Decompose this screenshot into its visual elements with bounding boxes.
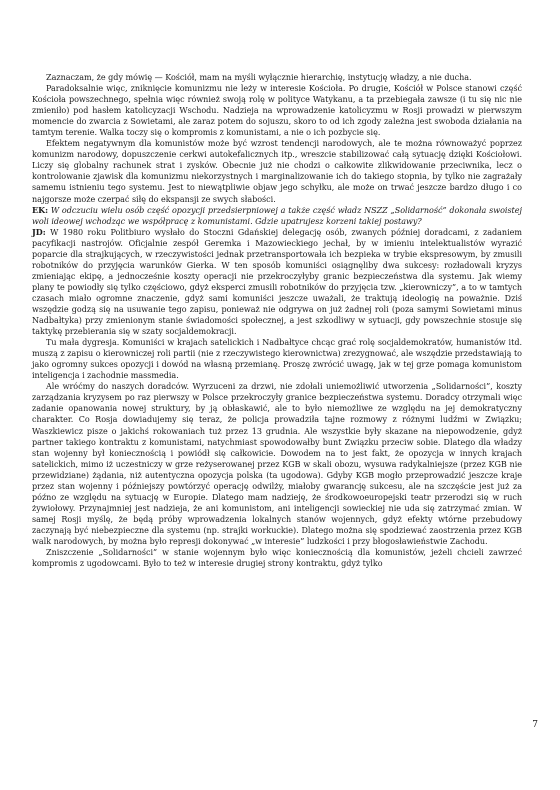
- body-text: [32, 72, 522, 569]
- interviewer-label: EK:: [32, 204, 49, 215]
- answer-text: W 1980 roku Politbiuro wysłało do Stoczni Gdańskiej delegację osób, zwanych później doradcami, z zadaniem pacyfikacji nastrojów. Oficjalnie zespół Geremka i Mazowieckiego jechał, by w imieniu intelektualistów wyrazić poparcie dla strajkujących, w rzeczywistości jednak przetransportowała ich bezpieka w trybie ekspresowym, by zmusili robotników do przyjęcia warunków Gierka. W ten sposób komuniści osiągnęliby dwa sukcesy: rozładowali kryzys zmieniając ekipę, a jednocześnie koszty operacji nie przekroczyłyby granic bezpieczeństwa dla systemu. Jak wiemy plany te powiodły się tylko częściowo, gdyż eksperci zmusili robotników do przyjęcia tzw. „kierowniczy”, a to w tamtych czasach miało ogromne znaczenie, gdyż sami komuniści jeszcze uważali, że traktują ideologię na poważnie. Dziś wszędzie godzą się na usuwanie tego zapisu, ponieważ nie odgrywa on już żadnej roli (poza samymi Sowietami minus Nadbałtyka) przy zmienionym stanie świadomości społecznej, a jest szkodliwy w sytuacji, gdy powszechnie stosuje się taktykę przebierania się w szaty socjaldemokracji.: [32, 227, 522, 337]
- paragraph: Tu mała dygresja. Komuniści w krajach satelickich i Nadbałtyce chcąc grać rolę socjaldemokratów, humanistów itd. muszą z zapisu o kierowniczej roli partii (nie z rzeczywistego kierownictwa) zrezygnować, ale wszędzie przedstawiają to jako ogromny sukces opozycji i dowód na własną przemianę. Proszę zwrócić uwagę, jak w tej grze pomaga komunistom inteligencja i zachodnie massmedia.: [32, 338, 522, 381]
- page-number: 7: [532, 720, 538, 730]
- paragraph: Ale wróćmy do naszych doradców. Wyrzuceni za drzwi, nie zdołali uniemożliwić utworzenia „Solidarności”, koszty zarządzania kryzysem po raz pierwszy w Polsce przekroczyły granice bezpieczeństwa systemu. Doradcy otrzymali więc zadanie opanowania nowej struktury, by ją obłaskawić, ale to było niemożliwe ze względu na jej demokratyczny charakter. Co Rosja dowiadujemy się teraz, że policja prowadziła tajne rozmowy z różnymi ludźmi w Związku; Waszkiewicz pisze o jakichś rokowaniach tuż przez 13 grudnia. Ale wszystkie były skazane na niepowodzenie, gdyż partner takiego kontraktu z komunistami, natychmiast spowodowałby bunt Związku przeciw sobie. Dlatego dla władzy stan wojenny był koniecznością i powiódł się całkowicie. Dowodem na to jest fakt, że opozycja w innych krajach satelickich, mimo iż uczestniczy w grze reżyserowanej przez KGB w skali obozu, wysuwa radykalniejsze (przez KGB nie przewidziane) żądania, niż autentyczna opozycja polska (ta ugodowa). Gdyby KGB mogło przeprowadzić jeszcze kraje przez stan wojenny i późniejszy powtórzyć operację odwilży, miałoby gwarancję sukcesu, ale na szczęście jest już za późno ze względu na sytuację w Europie. Dlatego mam nadzieję, że środkowoeuropejski teatr przerodzi się w ruch żywiołowy. Przynajmniej jest nadzieja, że ani komunistom, ani inteligencji sowieckiej nie uda się zatrzymać zmian. W samej Rosji myślę, że będą próby wprowadzenia lokalnych stanów wojennych, gdyż efekty wtórne przebudowy zaczynają być niebezpieczne dla systemu (np. strajki workuckie). Dlatego można się spodziewać zaostrzenia przez KGB walk narodowych, by można było represji dokonywać „w interesie” ludzkości i przy błogosławieństwie Zachodu.: [32, 382, 522, 546]
- question-text: W odczuciu wielu osób część opozycji przedsierpniowej a także część władz NSZZ „Solidarność” dokonała swoistej woli ideowej wchodząc we współpracę z komunistami. Gdzie upatrujesz korzeni takiej postawy?: [32, 205, 522, 226]
- paragraph: Efektem negatywnym dla komunistów może być wzrost tendencji narodowych, ale te można równoważyć poprzez komunizm narodowy, dopuszczenie cerkwi autokefalicznych itp., wreszcie stabilizować całą sytuację dzięki Kościołowi. Liczy się globalny rachunek strat i zysków. Obecnie już nie chodzi o całkowite zlikwidowanie przeciwnika, lecz o kontrolowanie zjawisk dla komunizmu niekorzystnych i marginalizowanie ich do takiego stopnia, by tylko nie zagrażały samemu istnieniu tego systemu. Jest to niewątpliwie objaw jego schyłku, ale może on trwać jeszcze bardzo długo i co najgorsze może czerpać siłę do ekspansji ze swych słabości.: [32, 139, 522, 204]
- respondent-label: JD:: [32, 226, 46, 237]
- interview-answer: [32, 227, 522, 337]
- paragraph: Paradoksalnie więc, zniknięcie komunizmu nie leży w interesie Kościoła. Po drugie, Kościół w Polsce stanowi część Kościoła powszechnego, spełnia więc również swoją rolę w polityce Watykanu, a ta przebiegała zawsze (i tu się nic nie zmieniło) pod hasłem katolicyzacji Wschodu. Nadzieja na wprowadzenie katolicyzmu w Rosji prowadzi w pierwszym momencie do zwarcia z Sowietami, ale zaraz potem do sojuszu, skoro to od ich zgody zależna jest swoboda działania na tamtym terenie. Walka toczy się o kompromis z komunistami, a nie o ich pozbycie się.: [32, 84, 522, 138]
- interview-question: [32, 205, 522, 227]
- paragraph: Zniszczenie „Solidarności” w stanie wojennym było więc koniecznością dla komunistów, jeżeli chcieli zawrzeć kompromis z ugodowcami. Było to też w interesie drugiej strony kontraktu, gdyż tylko: [32, 548, 522, 569]
- paragraph: Zaznaczam, że gdy mówię — Kościół, mam na myśli wyłącznie hierarchię, instytucję władzy, a nie ducha.: [46, 73, 472, 82]
